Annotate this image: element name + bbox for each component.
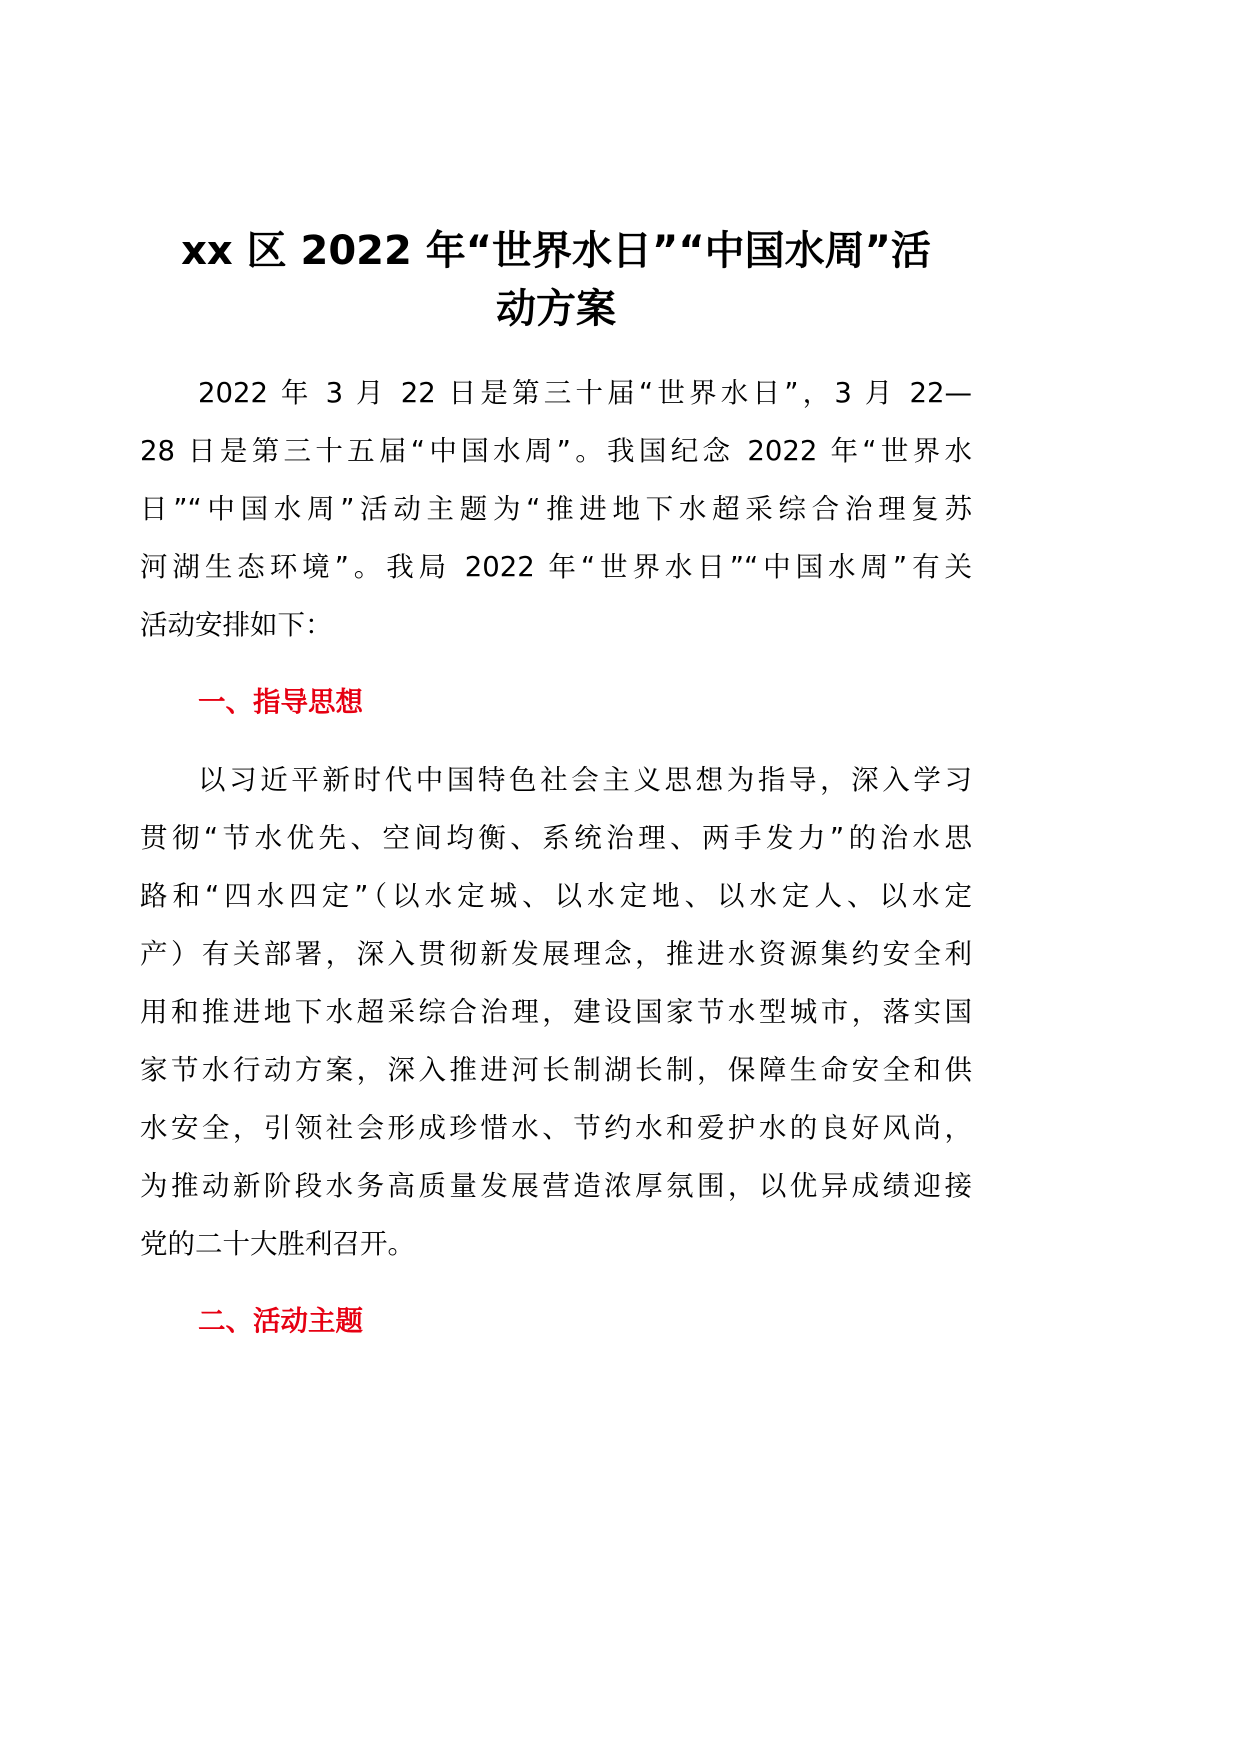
intro-line-2: 28 日是第三十五届“中国水周”。我国纪念 2022 年“世界水	[140, 435, 972, 467]
document-title-line-2: 动方案	[496, 286, 616, 332]
section1-line-6: 家节水行动方案，深入推进河长制湖长制，保障生命安全和供	[140, 1054, 972, 1086]
section1-line-8: 为推动新阶段水务高质量发展营造浓厚氛围，以优异成绩迎接	[140, 1170, 972, 1202]
section-heading-guiding-ideology: 一、指导思想	[198, 686, 363, 718]
section1-line-1: 以习近平新时代中国特色社会主义思想为指导，深入学习	[198, 764, 972, 796]
section-heading-activity-theme: 二、活动主题	[198, 1305, 363, 1337]
section1-line-4: 产）有关部署，深入贯彻新发展理念，推进水资源集约安全利	[140, 938, 972, 970]
section1-line-3: 路和“四水四定”（以水定城、以水定地、以水定人、以水定	[140, 880, 972, 912]
intro-line-1: 2022 年 3 月 22 日是第三十届“世界水日”，3 月 22—	[198, 377, 972, 409]
section1-line-9: 党的二十大胜利召开。	[140, 1228, 415, 1260]
intro-line-5: 活动安排如下：	[140, 609, 333, 641]
section1-line-5: 用和推进地下水超采综合治理，建设国家节水型城市，落实国	[140, 996, 972, 1028]
section1-line-7: 水安全，引领社会形成珍惜水、节约水和爱护水的良好风尚，	[140, 1112, 972, 1144]
section1-line-2: 贯彻“节水优先、空间均衡、系统治理、两手发力”的治水思	[140, 822, 972, 854]
document-title-line-1: xx 区 2022 年“世界水日”“中国水周”活	[181, 228, 931, 274]
intro-line-4: 河湖生态环境”。我局 2022 年“世界水日”“中国水周”有关	[140, 551, 972, 583]
intro-line-3: 日”“中国水周”活动主题为“推进地下水超采综合治理复苏	[140, 493, 972, 525]
